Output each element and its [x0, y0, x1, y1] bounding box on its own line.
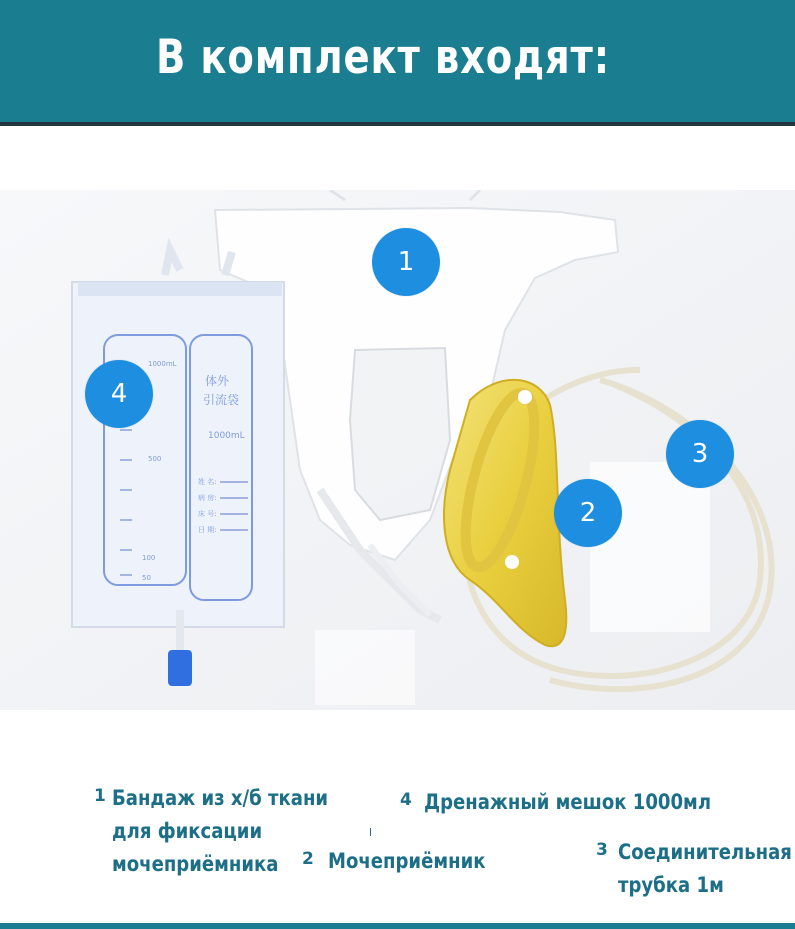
legend-text-2: Мочеприёмник	[328, 849, 486, 873]
bag-scale-mid: 500	[148, 455, 162, 463]
legend-number-3: 3	[596, 840, 608, 860]
marker-3-label: 3	[691, 439, 709, 469]
bag-label-line1: 体外	[205, 374, 230, 388]
legend-item-3	[596, 836, 795, 902]
footer-bar	[0, 923, 795, 929]
legend-number-4: 4	[400, 790, 412, 810]
legend-text-1: Бандаж из х/б ткани для фиксации мочеприёмника	[112, 786, 329, 876]
bag-label-volume: 1000mL	[208, 431, 245, 441]
bag-field-2: 病 房:	[198, 494, 217, 502]
marker-2	[554, 479, 622, 547]
marker-1	[372, 228, 440, 296]
marker-4	[85, 360, 153, 428]
product-photo	[0, 190, 795, 710]
marker-4-label: 4	[110, 379, 128, 409]
marker-1-label: 1	[397, 247, 415, 277]
drainage-bag	[72, 250, 284, 686]
bag-label-line2: 引流袋	[203, 393, 240, 407]
bag-field-4: 日 期:	[198, 526, 217, 534]
legend-number-2: 2	[302, 849, 314, 869]
legend-text-3: Соединительная трубка 1м	[618, 840, 792, 897]
bag-field-3: 床 号:	[198, 510, 217, 518]
page-title: В комплект входят:	[156, 30, 610, 85]
header-banner	[0, 0, 795, 126]
legend-number-1: 1	[94, 786, 106, 806]
legend-item-4	[400, 786, 758, 819]
marker-3	[666, 420, 734, 488]
legend-item-2	[302, 845, 511, 878]
bag-scale-bottom: 50	[142, 574, 151, 582]
bag-scale-top: 1000mL	[148, 360, 177, 368]
bag-field-1: 姓 名:	[198, 478, 217, 486]
divider-tick	[370, 828, 371, 836]
bag-scale-low: 100	[142, 554, 156, 562]
marker-2-label: 2	[579, 498, 597, 528]
legend-text-4: Дренажный мешок 1000мл	[424, 790, 712, 814]
